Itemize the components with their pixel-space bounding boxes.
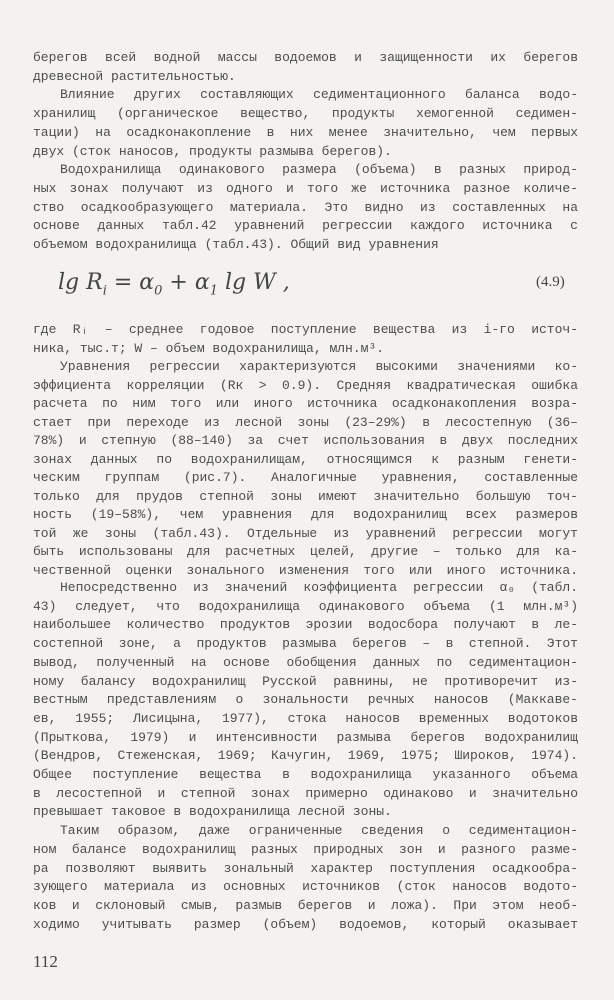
text-line: Непосредственно из значений коэффициента регрессии α₀ (табл. — [60, 580, 578, 595]
text-line: той же зоны (табл.43). Отдельные из уравнений регрессии могут — [33, 525, 578, 541]
formula-mid1: = α — [106, 270, 155, 295]
text-line: ность (19–58%), чем уравнения для водохранилищ всех размеров — [33, 507, 578, 522]
text-line: объемом водохранилища (табл.43). Общий вид уравнения — [33, 237, 439, 252]
text-line: основе данных табл.42 уравнений регрессии каждого источника с — [33, 218, 578, 234]
text-line: зонах данных по водохранилищам, относящимся к разным генети- — [33, 451, 578, 467]
text-line: ных зонах получают из одного и того же источника разное количе- — [33, 180, 578, 196]
formula-sub0: 0 — [154, 283, 163, 299]
text-line: зующего материала из основных источников (сток наносов водото- — [33, 879, 578, 895]
text-line: (Вендров, Стеженская, 1969; Качугин, 1969, 1975; Широков, 1974). — [33, 748, 578, 764]
text-line: только для прудов степной зоны имеют значительно большую точ- — [33, 488, 578, 504]
text-line: ческим группам (рис.7). Аналогичные уравнения, составленные — [33, 470, 578, 485]
text-line: ев, 1955; Лисицына, 1977), стока наносов временных водотоков — [33, 710, 578, 726]
text-line: вестным представлениям о зональности речных наносов (Маккаве- — [33, 692, 578, 708]
formula-lhs-sub: i — [102, 283, 107, 299]
page-number: 112 — [33, 952, 58, 971]
equation-4-9 — [58, 270, 290, 298]
equation-number: (4.9) — [536, 274, 565, 290]
formula-mid2: + α — [162, 270, 210, 295]
text-line: где Rᵢ – среднее годовое поступление вещества из i-го источ- — [33, 322, 578, 337]
text-line: ном балансе водохранилищ разных природных зон и разного разме- — [33, 841, 578, 857]
text-line: стает при переходе из лесной зоны (23–29%) в лесостепную (36– — [33, 414, 578, 430]
text-line: ходимо учитывать размер (объем) водоемов, который оказывает — [33, 916, 578, 932]
formula-lhs: lg R — [58, 270, 103, 295]
text-line: расчета по ним того или иного источника осадконакопления возра- — [33, 396, 578, 411]
text-line: тации) на осадконакопление в них менее значительно, чем первых — [33, 124, 578, 140]
text-line: (Прыткова, 1979) и интенсивности размыва берегов водохранилищ — [33, 729, 578, 745]
text-line: состепной зоне, а продуктов размыва берегов – в степной. Этот — [33, 636, 578, 652]
text-line: 78%) и степную (88–140) за счет использования в двух последних — [33, 433, 578, 448]
formula-rhs: lg W , — [217, 270, 290, 295]
text-line: ра позволяют выявить зональный характер поступления осадкообра- — [33, 860, 578, 876]
text-line: ному балансу водохранилищ Русской равнины, не противоречит из- — [33, 673, 578, 689]
text-line: двух (сток наносов, продукты размыва берегов). — [33, 143, 392, 159]
text-line: наибольшее количество продуктов эрозии водосбора получают в ле- — [33, 617, 578, 633]
text-line: Водохранилища одинакового размера (объема) в разных природ- — [60, 162, 578, 178]
text-line: ство осадкообразующего материала. Это видно из составленных на — [33, 199, 578, 215]
text-line: ника, тыс.т; W – объем водохранилища, млн.м³. — [33, 340, 385, 356]
text-line: Влияние других составляющих седиментационного баланса водо- — [60, 87, 578, 103]
text-line: Таким образом, даже ограниченные сведения о седиментацион- — [60, 823, 578, 839]
text-line: берегов всей водной массы водоемов и защищенности их берегов — [33, 50, 578, 65]
text-line: в лесостепной и степной зонах примерно одинаково и значительно — [33, 785, 578, 801]
text-line: древесной растительностью. — [33, 68, 236, 84]
text-line: ков и склоновый смыв, размыв берегов и ложа). При этом необ- — [33, 897, 578, 913]
text-line: вывод, полученный на основе обобщения данных по седиментацион- — [33, 654, 578, 670]
text-line: Уравнения регрессии характеризуются высокими значениями ко- — [60, 359, 578, 374]
text-line: быть использованы для расчетных целей, другие – только для ка- — [33, 544, 578, 559]
text-line: чественной оценки зонального изменения того или иного источника. — [33, 562, 578, 578]
text-line: превышает таковое в водохранилища лесной зоны. — [33, 804, 392, 820]
text-line: 43) следует, что водохранилища одинакового объема (1 млн.м³) — [33, 598, 578, 614]
formula-sub1: 1 — [209, 283, 218, 299]
text-line: хранилищ (органическое вещество, продукты хемогенной седимен- — [33, 106, 578, 122]
text-line: эффициента корреляции (Rк > 0.9). Средняя квадратическая ошибка — [33, 377, 578, 393]
text-line: Общее поступление вещества в водохранилища указанного объема — [33, 767, 578, 782]
